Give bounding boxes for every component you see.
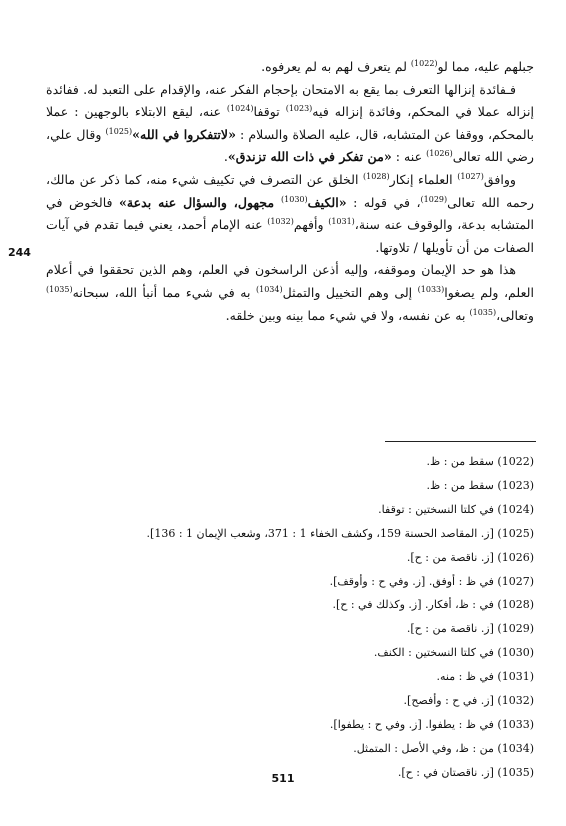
footnote: (1024) في كلتا النسختين : توقفا. — [378, 502, 534, 516]
footnote-ref: (1024) — [226, 104, 254, 113]
footnote-ref: (1025) — [105, 126, 133, 136]
footnote-ref: (1026) — [426, 149, 453, 159]
main-text — [46, 56, 534, 327]
quoted-text: «من تفكر في ذات الله تزندق» — [227, 149, 392, 165]
footnote-ref: (1030) — [281, 194, 308, 204]
text-run: جبلهم عليه، مما لو — [437, 59, 534, 74]
footnote-ref: (1023) — [285, 104, 313, 113]
footnote: (1025) [ز. المقاصد الحسنة 159، وكشف الخفاء 1 : 371، وشعب الإيمان 1 : 136]. — [146, 526, 534, 540]
text-run: عنه : — [391, 149, 427, 165]
text-run: هذا هو حد الإيمان وموقفه، وإليه أذعن الراسخون في العلم، وهم الذين تحققوا في أعلام العلم، ولم يصغوا — [46, 262, 535, 300]
footnote-ref: (1035) — [469, 307, 497, 317]
text-run: توقفا — [253, 104, 286, 120]
text-run: وقال علي، رضي الله تعالى — [46, 126, 534, 165]
text-run: . — [223, 149, 228, 165]
footnote-ref: (1032) — [267, 216, 294, 226]
paragraph — [46, 79, 534, 169]
paragraph — [46, 56, 534, 79]
margin-page-marker: 244 — [8, 246, 31, 259]
text-run: إلى وهم التخييل والتمثل — [282, 284, 418, 300]
footnote: (1035) [ز. ناقصتان في : ح]. — [397, 765, 534, 779]
footnote-ref: (1035) — [46, 284, 73, 294]
text-run: العلماء إنكار — [389, 171, 458, 187]
text-run: عنه الإمام أحمد، يعني فيما تقدم في آيات الصفات من أن تأويلها / تلاوتها. — [46, 217, 534, 255]
text-run: لم يتعرف لهم به لم يعرفوه. — [261, 59, 411, 74]
footnote-ref: (1033) — [417, 284, 445, 294]
footnote-ref: (1031) — [328, 216, 355, 226]
footnote-separator — [385, 441, 536, 442]
footnote: (1031) في ظ : منه. — [436, 670, 534, 684]
footnote: (1026) [ز. ناقصة من : ح]. — [406, 550, 534, 564]
footnote-ref: (1022) — [410, 58, 438, 68]
paragraph — [46, 259, 534, 327]
text-run: وأفهم — [293, 217, 329, 233]
footnote-ref: (1028) — [363, 171, 390, 181]
footnote-ref: (1027) — [457, 171, 484, 181]
footnote: (1030) في كلتا النسختين : الكنف. — [373, 646, 534, 660]
quoted-text: مجهول، والسؤال عنه بدعة» — [119, 194, 282, 210]
text-run: به في شيء مما أنبأ الله، سبحانه — [72, 284, 256, 300]
text-run: الخلق عن التصرف في تكييف شيء منه، كما ذكر عن مالك، رحمه الله تعالى — [46, 171, 534, 210]
footnote: (1033) في ظ : يطفوا. [ز. وفي ح : يطفوا]. — [329, 717, 534, 731]
footnote-ref: (1029) — [420, 194, 448, 204]
quoted-text: «لاتتفكروا في الله» — [132, 126, 236, 142]
footnote: (1023) سقط من : ظ. — [426, 478, 534, 492]
quoted-text: «الكيف — [307, 194, 347, 210]
footnote: (1032) [ز. في ح : وأفصح]. — [403, 694, 534, 708]
footnote: (1027) في ظ : أوفق. [ز. وفي ح : وأوقف]. — [329, 574, 534, 588]
footnotes — [40, 450, 534, 785]
text-run: فالخوض في المتشابه بدعة، والوقوف عنه سنة، — [46, 194, 534, 233]
text-run: عنه، ليقع الابتلاء بالوجهين : عملا بالمحكم، ووقفا عن المتشابه، قال، عليه الصلاة والسلام : — [46, 104, 534, 142]
footnote-ref: (1034) — [256, 284, 283, 294]
text-run: به عن نفسه، ولا في شيء مما بينه وبين خلقه. — [225, 307, 470, 323]
footnote: (1022) سقط من : ظ. — [426, 455, 534, 468]
footnote: (1028) في : ظ، أفكار. [ز. وكذلك في : ح]. — [332, 598, 534, 612]
text-run: ، في قوله : — [346, 194, 421, 210]
page-number: 511 — [271, 772, 295, 785]
footnote: (1029) [ز. ناقصة من : ح]. — [406, 622, 534, 636]
footnote: (1034) من : ظ، وفي الأصل : المتمثل. — [353, 741, 534, 755]
text-run: وتعالى، — [496, 307, 534, 323]
paragraph — [46, 169, 534, 259]
text-run: فـفائدة إنزالها التعرف بما يقع به الامتحان بإحجام الفكر عنه، والإقدام على التعبد له. ففائدة إنزاله عملا في المحكم، وفائدة إنزاله فيه — [46, 81, 535, 120]
text-run: ووافق — [483, 171, 516, 187]
